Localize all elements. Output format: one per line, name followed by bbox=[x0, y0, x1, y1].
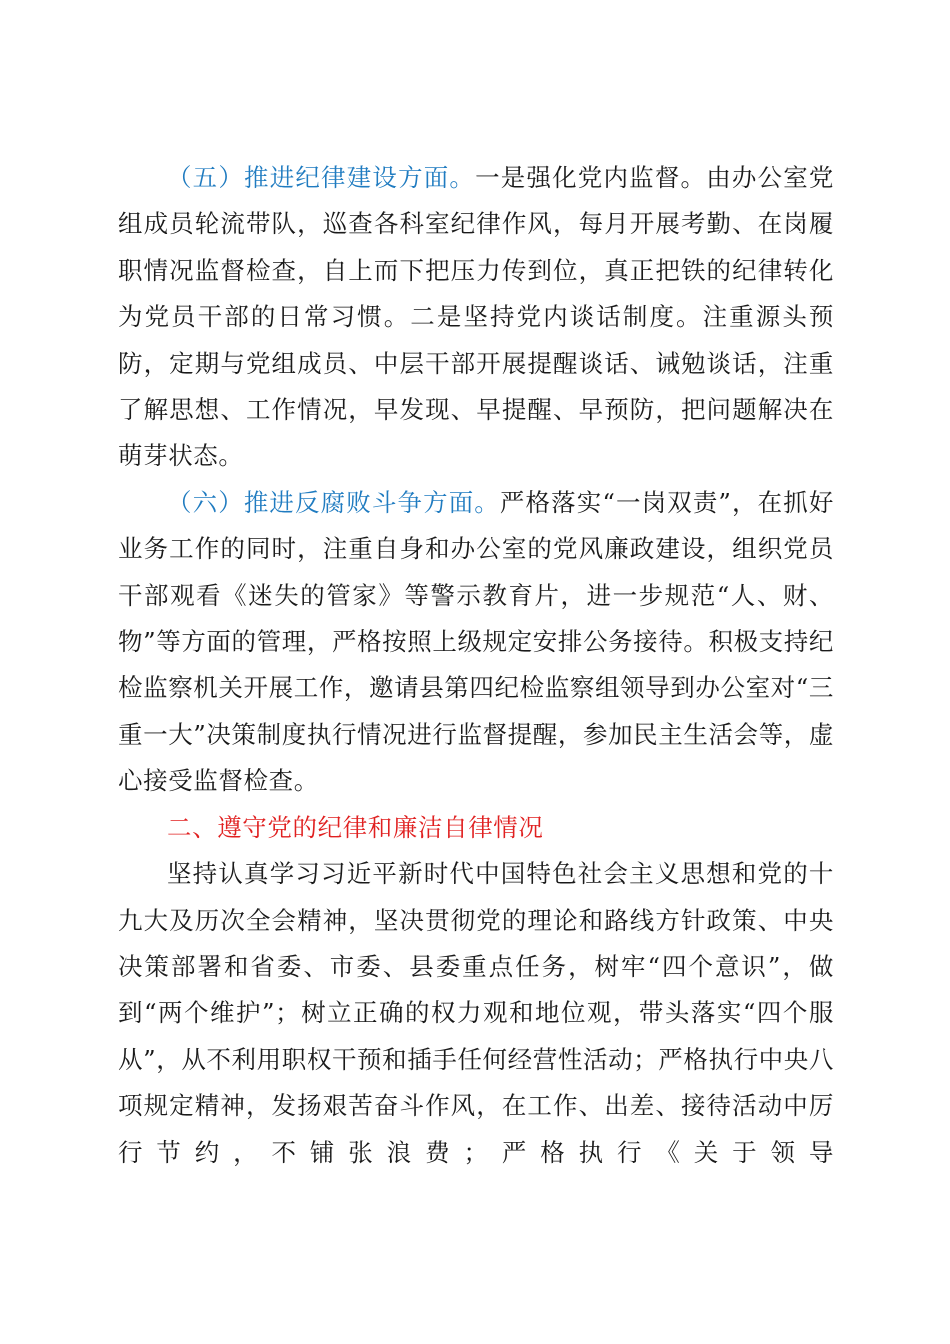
section-lead-5: （五）推进纪律建设方面。 bbox=[167, 163, 476, 192]
section-body-6: 严格落实“一岗双责”，在抓好业务工作的同时，注重自身和办公室的党风廉政建设，组织党员干部观看《迷失的管家》等警示教育片，进一步规范“人、财、物”等方面的管理，严格按照上级规定安排公务接待。积极支持纪检监察机关开展工作，邀请县第四纪检监察组领导到办公室对“三重一大”决策制度执行情况进行监督提醒，参加民主生活会等，虚心接受监督检查。 bbox=[118, 487, 834, 796]
section-body-5: 一是强化党内监督。由办公室党组成员轮流带队，巡查各科室纪律作风，每月开展考勤、在岗履职情况监督检查，自上而下把压力传到位，真正把铁的纪律转化为党员干部的日常习惯。二是坚持党内谈话制度。注重源头预防，定期与党组成员、中层干部开展提醒谈话、诫勉谈话，注重了解思想、工作情况，早发现、早提醒、早预防，把问题解决在萌芽状态。 bbox=[118, 163, 834, 471]
section-lead-6: （六）推进反腐败斗争方面。 bbox=[167, 487, 500, 517]
section-heading-2: 二、遵守党的纪律和廉洁自律情况 bbox=[167, 812, 544, 842]
paragraph-discipline-building bbox=[118, 155, 834, 480]
paragraph-anti-corruption bbox=[118, 480, 834, 805]
paragraph-discipline-compliance: 坚持认真学习习近平新时代中国特色社会主义思想和党的十九大及历次全会精神，坚决贯彻党的理论和路线方针政策、中央决策部署和省委、市委、县委重点任务，树牢“四个意识”，做到“两个维护”；树立正确的权力观和地位观，带头落实“四个服从”，从不利用职权干预和插手任何经营性活动；严格执行中央八项规定精神，发扬艰苦奋斗作风，在工作、出差、接待活动中厉行节约，不铺张浪费；严格执行《关于领导 bbox=[118, 859, 834, 1167]
document-body bbox=[118, 155, 834, 1176]
